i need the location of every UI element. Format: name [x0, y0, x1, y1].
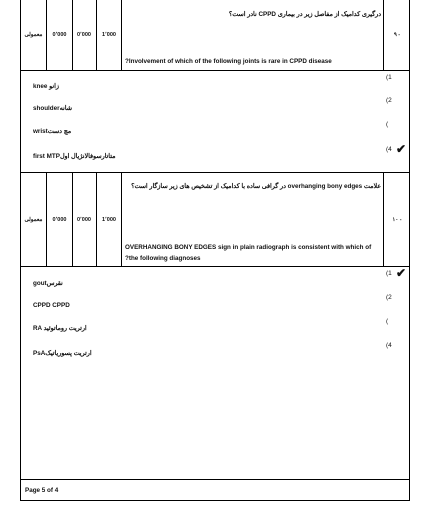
correct-answer-check-icon: ✔ — [396, 142, 407, 156]
stat1-value: 0٬000 — [52, 216, 67, 223]
option-3-number: ( — [386, 121, 389, 128]
question-10-text-en-line2: ?the following diagnoses — [125, 255, 201, 262]
option-1-text: goutنقرس — [33, 280, 63, 287]
question-number: ۱۰ - — [392, 216, 402, 223]
option-4-text: PsAارتریت پسوریاتیک — [33, 350, 92, 357]
difficulty-cell — [21, 0, 46, 70]
option-4-number: (4 — [386, 146, 392, 153]
stat3-value: 1٬000 — [102, 216, 116, 223]
stat1-cell — [46, 0, 73, 70]
stat2-cell — [72, 0, 97, 70]
question-number-cell — [383, 0, 410, 70]
stat3-cell — [97, 173, 122, 266]
option-3-number: ( — [386, 318, 389, 325]
stat3-cell — [97, 0, 122, 70]
option-2-number: (2 — [386, 97, 392, 104]
stat1-value: 0٬000 — [52, 32, 67, 38]
question-10-row — [21, 173, 409, 267]
stat2-value: 0٬000 — [77, 216, 91, 223]
option-1-text: knee زانو — [33, 83, 59, 90]
question-9-text-fa: درگیری کدامیک از مفاصل زیر در بیماری CPPD نادر است؟ — [228, 11, 381, 18]
option-2-text: CPPD CPPD — [33, 302, 70, 309]
footer-bar — [21, 479, 409, 500]
page-number: Page 5 of 4 — [25, 487, 59, 494]
correct-answer-check-icon: ✔ — [396, 266, 407, 280]
question-10-text-en-line1: OVERHANGING BONY EDGES sign in plain radiograph is consistent with which of — [125, 244, 372, 251]
question-number-cell — [383, 173, 410, 266]
option-4-text: first MTPمتاتارسوفالانژیال اول — [33, 153, 116, 160]
option-1-number: (1 — [386, 270, 392, 277]
exam-page — [20, 0, 410, 501]
option-2-number: (2 — [386, 294, 392, 301]
question-10-text-fa: علامت overhanging bony edges در گرافی ساده با کدامیک از تشخیص های زیر سازگار است؟ — [131, 183, 381, 190]
option-4-number: (4 — [386, 342, 392, 349]
option-3-text: wristمچ دست — [33, 128, 72, 135]
stat1-cell — [46, 173, 73, 266]
question-9-row — [21, 0, 409, 71]
difficulty-cell — [21, 173, 46, 266]
difficulty-label: معمولی — [24, 32, 43, 38]
stat2-value: 0٬000 — [77, 32, 91, 38]
question-number: ۹ - — [393, 32, 401, 38]
stat3-value: 1٬000 — [102, 32, 116, 38]
difficulty-label: معمولی — [24, 216, 43, 223]
question-9-text-en: ?Involvement of which of the following joints is rare in CPPD disease — [125, 58, 332, 65]
option-2-text: shoulderشانه — [33, 105, 72, 112]
option-1-number: (1 — [386, 74, 392, 81]
stat2-cell — [72, 173, 97, 266]
option-3-text: RA ارتریت روماتوئید — [33, 325, 87, 332]
